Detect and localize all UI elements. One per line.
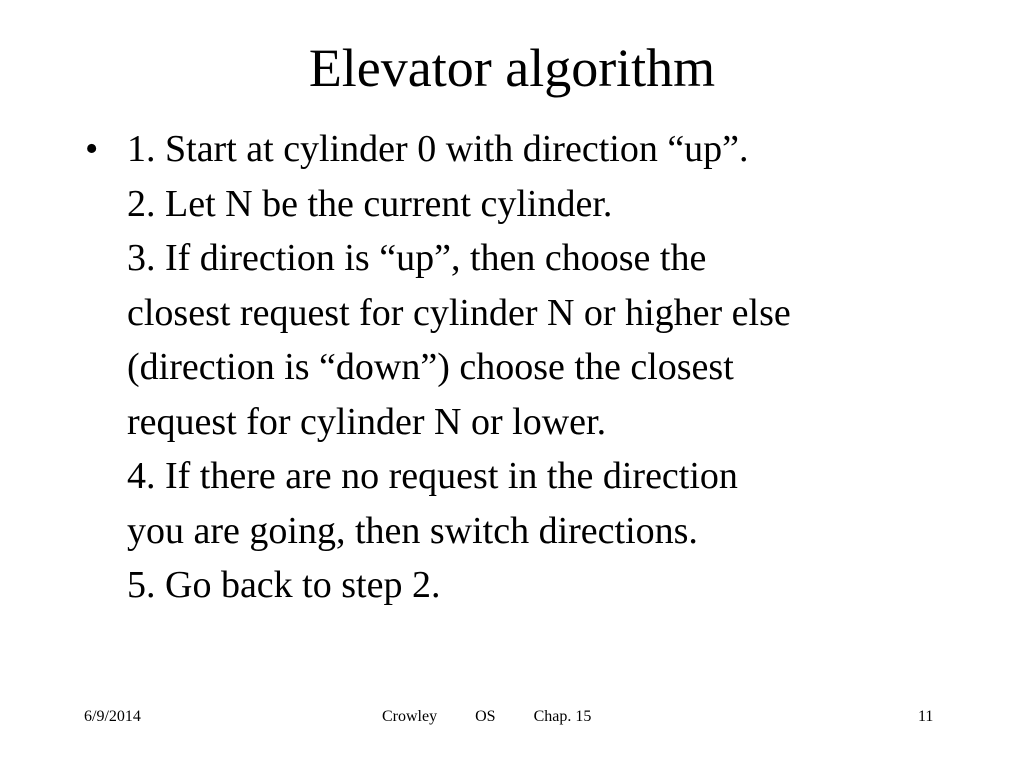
step-2-line: 2. Let N be the current cylinder. <box>127 182 613 225</box>
footer-author: Crowley <box>382 708 438 725</box>
step-4-line: 4. If there are no request in the direction <box>127 455 738 497</box>
footer-course: OS <box>475 708 496 725</box>
step-4-line-cont: you are going, then switch directions. <box>127 509 698 552</box>
step-3-line-cont: request for cylinder N or lower. <box>127 400 607 443</box>
step-3-line-cont: (direction is “down”) choose the closest <box>127 346 734 388</box>
step-3-line-cont: closest request for cylinder N or higher else <box>127 291 791 334</box>
slide-title: Elevator algorithm <box>308 38 716 98</box>
bullet-text <box>127 122 791 613</box>
step-5-line: 5. Go back to step 2. <box>127 564 441 606</box>
step-1-line: 1. Start at cylinder 0 with direction “up”. <box>127 128 749 170</box>
footer-page-number: 11 <box>918 708 934 725</box>
footer-center <box>382 707 629 727</box>
footer-date: 6/9/2014 <box>84 708 141 725</box>
footer-chapter: Chap. 15 <box>533 708 592 725</box>
step-3-line: 3. If direction is “up”, then choose the <box>127 237 707 279</box>
bullet-icon: • <box>85 128 99 170</box>
